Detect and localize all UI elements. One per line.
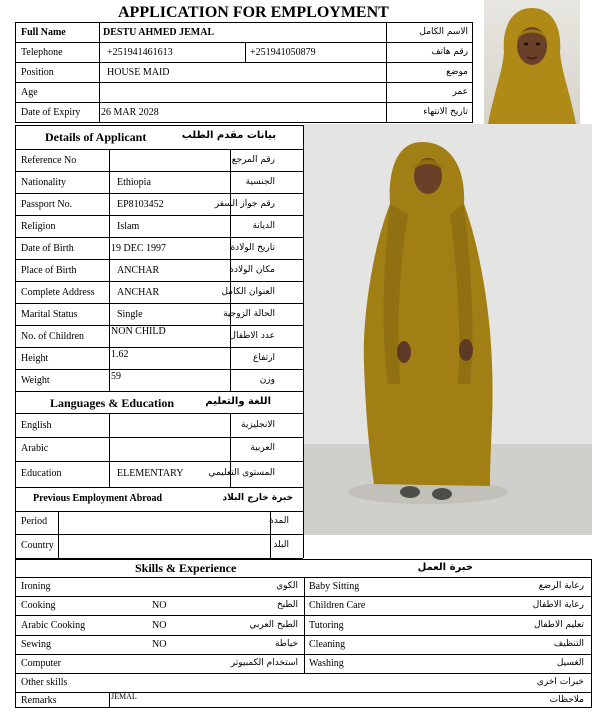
address-label: Complete Address <box>21 287 95 298</box>
computer-label-ar: استخدام الكمبيوتر <box>230 658 298 668</box>
religion-label-ar: الديانة <box>252 221 275 231</box>
position-value: HOUSE MAID <box>107 67 170 78</box>
telephone-label-ar: رقم هاتف <box>431 47 468 57</box>
period-label: Period <box>21 516 48 527</box>
education-label-ar: المستوى التعليمي <box>208 468 275 478</box>
remarks-label: Remarks <box>21 695 57 706</box>
details-heading-ar: بيانات مقدم الطلب <box>181 130 276 141</box>
age-label-ar: عمر <box>452 87 468 97</box>
baby-sitting-label: Baby Sitting <box>309 581 360 592</box>
skills-heading-ar: خبرة العمل <box>417 562 473 573</box>
arabic-cooking-label: Arabic Cooking <box>21 620 86 631</box>
page-title: APPLICATION FOR EMPLOYMENT <box>118 4 389 21</box>
telephone-label: Telephone <box>21 47 63 58</box>
children-value: NON CHILD <box>111 326 166 337</box>
baby-sitting-label-ar: رعاية الرضع <box>538 581 584 591</box>
nationality-value: Ethiopia <box>117 177 151 188</box>
cooking-value: NO <box>152 600 167 611</box>
details-heading: Details of Applicant <box>45 130 147 144</box>
languages-heading: Languages & Education <box>50 396 175 410</box>
other-skills-label: Other skills <box>21 677 68 688</box>
children-label-ar: عدد الاطفال <box>229 331 275 341</box>
full-name-label-ar: الاسم الكامل <box>419 27 468 37</box>
position-label: Position <box>21 67 54 78</box>
full-name-label: Full Name <box>21 27 66 38</box>
tutoring-label-ar: تعليم الاطفال <box>533 620 584 630</box>
arabic-label-ar: العربية <box>250 443 275 453</box>
arabic-cooking-label-ar: الطبخ العربي <box>249 620 298 630</box>
expiry-label-ar: تاريخ الانتهاء <box>423 107 468 117</box>
children-label: No. of Children <box>21 331 85 342</box>
children-care-label-ar: رعاية الاطفال <box>532 600 584 610</box>
passport-label: Passport No. <box>21 199 73 210</box>
address-value: ANCHAR <box>117 287 160 298</box>
height-label-ar: ارتفاع <box>252 353 275 363</box>
pob-label-ar: مكان الولادة <box>229 265 275 275</box>
weight-label: Weight <box>21 375 50 386</box>
telephone-value-1: +251941461613 <box>107 47 173 58</box>
country-label: Country <box>21 540 54 551</box>
dob-label: Date of Birth <box>21 243 74 254</box>
country-label-ar: البلد <box>273 540 289 550</box>
height-value: 1.62 <box>111 349 129 360</box>
sewing-label: Sewing <box>21 639 51 650</box>
expiry-value: 26 MAR 2028 <box>101 107 159 118</box>
address-label-ar: العنوان الكامل <box>221 287 275 297</box>
remarks-label-ar: ملاحظات <box>549 695 584 705</box>
previous-heading-ar: خبرة خارج البلاد <box>222 493 293 503</box>
age-label: Age <box>21 87 38 98</box>
passport-label-ar: رقم جواز السفر <box>214 199 275 209</box>
english-label-ar: الانجليزية <box>241 420 275 430</box>
full-name-value: DESTU AHMED JEMAL <box>103 27 215 38</box>
cooking-label-ar: الطبخ <box>276 600 298 610</box>
washing-label-ar: الغسيل <box>556 658 584 668</box>
previous-heading: Previous Employment Abroad <box>33 493 163 504</box>
arabic-label: Arabic <box>21 443 49 454</box>
cooking-label: Cooking <box>21 600 56 611</box>
other-skills-label-ar: خبرات اخرى <box>536 677 584 687</box>
applicant-headshot <box>484 0 580 124</box>
washing-label: Washing <box>309 658 344 669</box>
telephone-value-2: +251941050879 <box>250 47 316 58</box>
education-label: Education <box>21 468 62 479</box>
english-label: English <box>21 420 52 431</box>
dob-label-ar: تاريخ الولادة <box>230 243 275 253</box>
ironing-label: Ironing <box>21 581 51 592</box>
pob-value: ANCHAR <box>117 265 160 276</box>
reference-label-ar: رقم المرجع <box>231 155 275 165</box>
religion-value: Islam <box>117 221 140 232</box>
dob-value: 19 DEC 1997 <box>111 243 166 254</box>
marital-label: Marital Status <box>21 309 78 320</box>
skills-heading: Skills & Experience <box>135 561 237 575</box>
sewing-value: NO <box>152 639 167 650</box>
height-label: Height <box>21 353 49 364</box>
children-care-label: Children Care <box>309 600 366 611</box>
nationality-label: Nationality <box>21 177 66 188</box>
cleaning-label-ar: التنظيف <box>553 639 584 649</box>
religion-label: Religion <box>21 221 56 232</box>
reference-label: Reference No <box>21 155 77 166</box>
position-label-ar: موضع <box>446 67 468 77</box>
languages-heading-ar: اللغة والتعليم <box>205 396 271 407</box>
passport-value: EP8103452 <box>117 199 164 210</box>
education-value: ELEMENTARY <box>117 468 184 479</box>
sewing-label-ar: خياطة <box>274 639 298 649</box>
marital-value: Single <box>117 309 143 320</box>
ironing-label-ar: الكوي <box>276 581 298 591</box>
computer-label: Computer <box>21 658 61 669</box>
applicant-full-body-photo <box>304 124 592 535</box>
weight-value: 59 <box>111 371 121 382</box>
remarks-value: JEMAL <box>111 692 137 701</box>
arabic-cooking-value: NO <box>152 620 167 631</box>
weight-label-ar: وزن <box>259 375 275 385</box>
cleaning-label: Cleaning <box>309 639 346 650</box>
pob-label: Place of Birth <box>21 265 77 276</box>
period-label-ar: المدة <box>269 516 289 526</box>
marital-label-ar: الحالة الزوجية <box>223 309 275 319</box>
tutoring-label: Tutoring <box>309 620 344 631</box>
nationality-label-ar: الجنسية <box>245 177 275 187</box>
expiry-label: Date of Expiry <box>21 107 81 118</box>
